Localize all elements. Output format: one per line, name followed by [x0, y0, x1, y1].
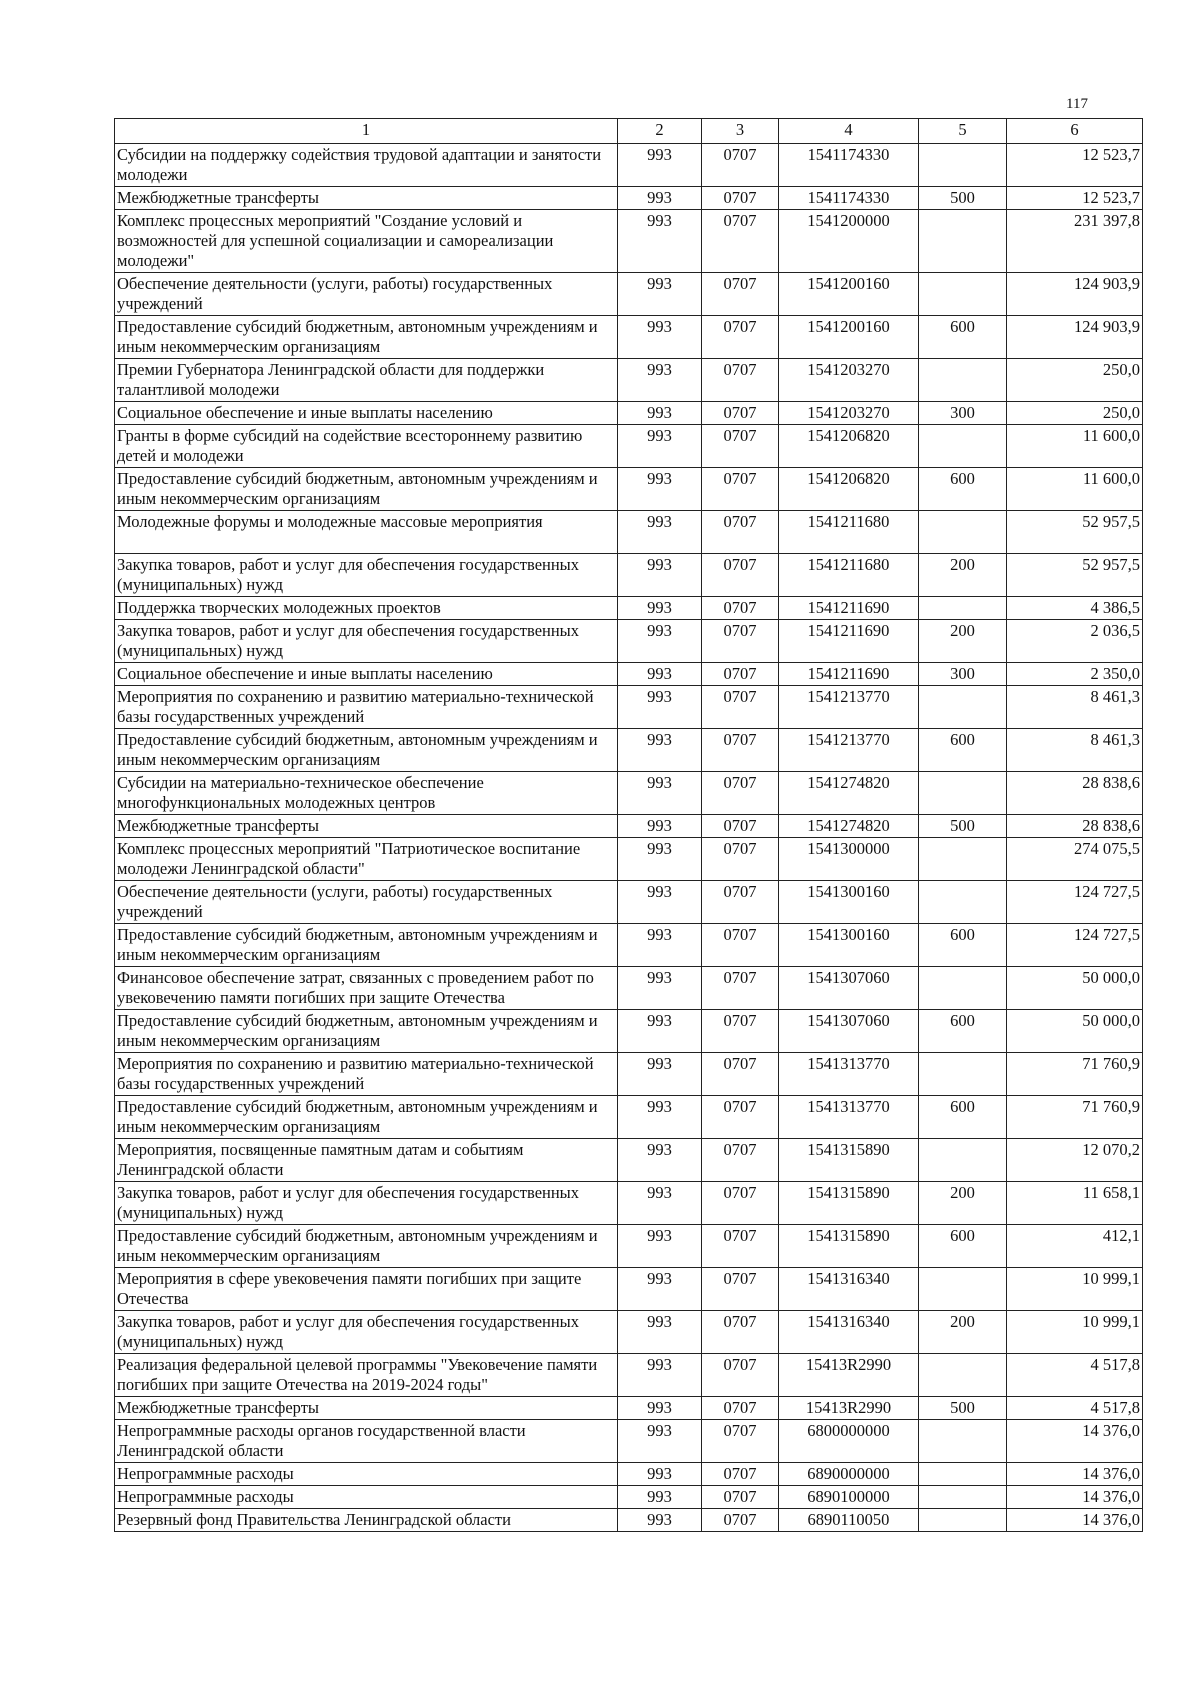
cell-expense-type: 600	[919, 316, 1007, 359]
cell-ved: 993	[618, 620, 702, 663]
cell-section: 0707	[702, 1311, 779, 1354]
cell-amount: 14 376,0	[1007, 1486, 1143, 1509]
header-col-2: 2	[618, 119, 702, 144]
cell-name: Непрограммные расходы	[115, 1486, 618, 1509]
cell-ved: 993	[618, 316, 702, 359]
cell-target-article: 1541307060	[779, 1010, 919, 1053]
table-row	[115, 402, 1143, 425]
cell-expense-type: 600	[919, 1225, 1007, 1268]
cell-section: 0707	[702, 1420, 779, 1463]
cell-name: Мероприятия в сфере увековечения памяти погибших при защите Отечества	[115, 1268, 618, 1311]
cell-expense-type	[919, 511, 1007, 554]
cell-target-article: 1541315890	[779, 1139, 919, 1182]
cell-expense-type: 200	[919, 1311, 1007, 1354]
cell-expense-type: 600	[919, 1096, 1007, 1139]
cell-amount: 250,0	[1007, 359, 1143, 402]
cell-expense-type	[919, 1509, 1007, 1532]
cell-expense-type: 600	[919, 468, 1007, 511]
cell-target-article: 1541211690	[779, 620, 919, 663]
cell-expense-type	[919, 838, 1007, 881]
cell-ved: 993	[618, 686, 702, 729]
cell-amount: 10 999,1	[1007, 1311, 1143, 1354]
cell-section: 0707	[702, 1096, 779, 1139]
cell-expense-type: 300	[919, 663, 1007, 686]
cell-ved: 993	[618, 1268, 702, 1311]
cell-name: Межбюджетные трансферты	[115, 187, 618, 210]
cell-name: Социальное обеспечение и иные выплаты населению	[115, 663, 618, 686]
cell-expense-type	[919, 1486, 1007, 1509]
cell-section: 0707	[702, 1010, 779, 1053]
cell-section: 0707	[702, 729, 779, 772]
table-row	[115, 273, 1143, 316]
cell-section: 0707	[702, 772, 779, 815]
cell-amount: 231 397,8	[1007, 210, 1143, 273]
cell-target-article: 1541174330	[779, 187, 919, 210]
budget-table	[114, 118, 1143, 1532]
cell-name: Мероприятия по сохранению и развитию материально-технической базы государственных учреждений	[115, 1053, 618, 1096]
cell-section: 0707	[702, 1509, 779, 1532]
cell-ved: 993	[618, 1311, 702, 1354]
table-row	[115, 1010, 1143, 1053]
cell-section: 0707	[702, 144, 779, 187]
cell-amount: 52 957,5	[1007, 554, 1143, 597]
cell-amount: 2 036,5	[1007, 620, 1143, 663]
table-row	[115, 1354, 1143, 1397]
cell-section: 0707	[702, 815, 779, 838]
cell-section: 0707	[702, 1463, 779, 1486]
cell-name: Непрограммные расходы органов государственной власти Ленинградской области	[115, 1420, 618, 1463]
cell-ved: 993	[618, 1486, 702, 1509]
cell-target-article: 1541174330	[779, 144, 919, 187]
table-row	[115, 597, 1143, 620]
cell-target-article: 1541307060	[779, 967, 919, 1010]
cell-section: 0707	[702, 967, 779, 1010]
cell-amount: 4 517,8	[1007, 1397, 1143, 1420]
table-row	[115, 1397, 1143, 1420]
table-row	[115, 511, 1143, 554]
cell-amount: 11 658,1	[1007, 1182, 1143, 1225]
cell-section: 0707	[702, 1354, 779, 1397]
cell-section: 0707	[702, 273, 779, 316]
cell-amount: 11 600,0	[1007, 425, 1143, 468]
cell-ved: 993	[618, 772, 702, 815]
cell-name: Обеспечение деятельности (услуги, работы) государственных учреждений	[115, 881, 618, 924]
cell-section: 0707	[702, 402, 779, 425]
cell-target-article: 1541213770	[779, 729, 919, 772]
cell-expense-type	[919, 686, 1007, 729]
cell-ved: 993	[618, 511, 702, 554]
cell-amount: 12 523,7	[1007, 187, 1143, 210]
cell-section: 0707	[702, 468, 779, 511]
cell-section: 0707	[702, 663, 779, 686]
cell-name: Межбюджетные трансферты	[115, 815, 618, 838]
cell-ved: 993	[618, 881, 702, 924]
cell-name: Субсидии на материально-техническое обеспечение многофункциональных молодежных центров	[115, 772, 618, 815]
cell-section: 0707	[702, 316, 779, 359]
cell-ved: 993	[618, 1509, 702, 1532]
cell-ved: 993	[618, 359, 702, 402]
cell-section: 0707	[702, 881, 779, 924]
cell-section: 0707	[702, 1182, 779, 1225]
table-row	[115, 210, 1143, 273]
cell-amount: 124 903,9	[1007, 273, 1143, 316]
cell-section: 0707	[702, 1268, 779, 1311]
cell-amount: 4 386,5	[1007, 597, 1143, 620]
cell-target-article: 1541313770	[779, 1053, 919, 1096]
cell-name: Межбюджетные трансферты	[115, 1397, 618, 1420]
cell-name: Субсидии на поддержку содействия трудовой адаптации и занятости молодежи	[115, 144, 618, 187]
cell-amount: 14 376,0	[1007, 1463, 1143, 1486]
table-row	[115, 1463, 1143, 1486]
header-col-1: 1	[115, 119, 618, 144]
cell-expense-type	[919, 1139, 1007, 1182]
cell-target-article: 1541316340	[779, 1268, 919, 1311]
cell-target-article: 6800000000	[779, 1420, 919, 1463]
cell-target-article: 1541206820	[779, 468, 919, 511]
cell-name: Гранты в форме субсидий на содействие всестороннему развитию детей и молодежи	[115, 425, 618, 468]
cell-amount: 71 760,9	[1007, 1053, 1143, 1096]
cell-target-article: 1541274820	[779, 772, 919, 815]
cell-target-article: 1541200160	[779, 273, 919, 316]
cell-section: 0707	[702, 1225, 779, 1268]
cell-name: Непрограммные расходы	[115, 1463, 618, 1486]
cell-target-article: 1541313770	[779, 1096, 919, 1139]
cell-name: Премии Губернатора Ленинградской области для поддержки талантливой молодежи	[115, 359, 618, 402]
cell-amount: 71 760,9	[1007, 1096, 1143, 1139]
cell-amount: 10 999,1	[1007, 1268, 1143, 1311]
cell-amount: 124 727,5	[1007, 881, 1143, 924]
table-row	[115, 554, 1143, 597]
cell-target-article: 1541300000	[779, 838, 919, 881]
cell-ved: 993	[618, 554, 702, 597]
table-row	[115, 663, 1143, 686]
cell-ved: 993	[618, 967, 702, 1010]
cell-target-article: 1541211690	[779, 663, 919, 686]
table-row	[115, 144, 1143, 187]
cell-target-article: 1541300160	[779, 924, 919, 967]
cell-amount: 124 727,5	[1007, 924, 1143, 967]
cell-amount: 274 075,5	[1007, 838, 1143, 881]
cell-expense-type	[919, 1268, 1007, 1311]
cell-target-article: 1541213770	[779, 686, 919, 729]
cell-ved: 993	[618, 1225, 702, 1268]
cell-target-article: 1541316340	[779, 1311, 919, 1354]
cell-name: Молодежные форумы и молодежные массовые мероприятия	[115, 511, 618, 554]
cell-name: Предоставление субсидий бюджетным, автономным учреждениям и иным некоммерческим организациям	[115, 1010, 618, 1053]
cell-amount: 4 517,8	[1007, 1354, 1143, 1397]
cell-target-article: 6890110050	[779, 1509, 919, 1532]
cell-section: 0707	[702, 511, 779, 554]
cell-target-article: 1541203270	[779, 359, 919, 402]
cell-target-article: 1541315890	[779, 1225, 919, 1268]
cell-expense-type	[919, 1420, 1007, 1463]
cell-amount: 2 350,0	[1007, 663, 1143, 686]
table-row	[115, 468, 1143, 511]
cell-expense-type: 500	[919, 1397, 1007, 1420]
cell-ved: 993	[618, 1096, 702, 1139]
cell-ved: 993	[618, 402, 702, 425]
cell-target-article: 1541200000	[779, 210, 919, 273]
cell-target-article: 1541211680	[779, 554, 919, 597]
cell-target-article: 1541200160	[779, 316, 919, 359]
cell-amount: 11 600,0	[1007, 468, 1143, 511]
page-number: 117	[1066, 96, 1088, 112]
cell-amount: 14 376,0	[1007, 1509, 1143, 1532]
table-row	[115, 316, 1143, 359]
header-col-3: 3	[702, 119, 779, 144]
cell-ved: 993	[618, 1139, 702, 1182]
cell-ved: 993	[618, 1354, 702, 1397]
cell-target-article: 1541274820	[779, 815, 919, 838]
cell-expense-type: 200	[919, 1182, 1007, 1225]
cell-expense-type	[919, 425, 1007, 468]
table-row	[115, 881, 1143, 924]
cell-ved: 993	[618, 1053, 702, 1096]
cell-name: Поддержка творческих молодежных проектов	[115, 597, 618, 620]
cell-expense-type	[919, 1354, 1007, 1397]
cell-name: Предоставление субсидий бюджетным, автономным учреждениям и иным некоммерческим организациям	[115, 729, 618, 772]
cell-amount: 12 070,2	[1007, 1139, 1143, 1182]
cell-name: Социальное обеспечение и иные выплаты населению	[115, 402, 618, 425]
cell-name: Закупка товаров, работ и услуг для обеспечения государственных (муниципальных) нужд	[115, 554, 618, 597]
cell-ved: 993	[618, 729, 702, 772]
cell-name: Финансовое обеспечение затрат, связанных с проведением работ по увековечению памяти погибших при защите Отечества	[115, 967, 618, 1010]
cell-expense-type: 200	[919, 554, 1007, 597]
cell-name: Предоставление субсидий бюджетным, автономным учреждениям и иным некоммерческим организациям	[115, 924, 618, 967]
cell-target-article: 15413R2990	[779, 1354, 919, 1397]
table-row	[115, 1053, 1143, 1096]
table-row	[115, 1311, 1143, 1354]
table-row	[115, 815, 1143, 838]
cell-section: 0707	[702, 1053, 779, 1096]
cell-section: 0707	[702, 924, 779, 967]
cell-expense-type: 300	[919, 402, 1007, 425]
table-row	[115, 187, 1143, 210]
table-row	[115, 1486, 1143, 1509]
cell-ved: 993	[618, 273, 702, 316]
cell-section: 0707	[702, 187, 779, 210]
cell-target-article: 1541211690	[779, 597, 919, 620]
cell-section: 0707	[702, 686, 779, 729]
cell-ved: 993	[618, 187, 702, 210]
cell-section: 0707	[702, 425, 779, 468]
cell-expense-type: 600	[919, 729, 1007, 772]
cell-name: Реализация федеральной целевой программы "Увековечение памяти погибших при защите Отечества на 2019-2024 годы"	[115, 1354, 618, 1397]
table-row	[115, 838, 1143, 881]
cell-amount: 50 000,0	[1007, 1010, 1143, 1053]
cell-expense-type: 600	[919, 924, 1007, 967]
cell-section: 0707	[702, 554, 779, 597]
table-row	[115, 1096, 1143, 1139]
cell-ved: 993	[618, 1397, 702, 1420]
cell-expense-type	[919, 1053, 1007, 1096]
cell-ved: 993	[618, 210, 702, 273]
table-row	[115, 1509, 1143, 1532]
cell-target-article: 6890100000	[779, 1486, 919, 1509]
cell-amount: 52 957,5	[1007, 511, 1143, 554]
cell-section: 0707	[702, 838, 779, 881]
cell-expense-type	[919, 597, 1007, 620]
cell-ved: 993	[618, 1420, 702, 1463]
cell-ved: 993	[618, 815, 702, 838]
table-row	[115, 729, 1143, 772]
cell-amount: 250,0	[1007, 402, 1143, 425]
cell-amount: 412,1	[1007, 1225, 1143, 1268]
cell-name: Закупка товаров, работ и услуг для обеспечения государственных (муниципальных) нужд	[115, 1311, 618, 1354]
table-row	[115, 359, 1143, 402]
cell-name: Предоставление субсидий бюджетным, автономным учреждениям и иным некоммерческим организациям	[115, 1096, 618, 1139]
cell-name: Закупка товаров, работ и услуг для обеспечения государственных (муниципальных) нужд	[115, 1182, 618, 1225]
cell-ved: 993	[618, 1182, 702, 1225]
cell-name: Мероприятия по сохранению и развитию материально-технической базы государственных учреждений	[115, 686, 618, 729]
cell-amount: 124 903,9	[1007, 316, 1143, 359]
table-row	[115, 425, 1143, 468]
table-row	[115, 772, 1143, 815]
header-col-5: 5	[919, 119, 1007, 144]
cell-section: 0707	[702, 1486, 779, 1509]
header-col-6: 6	[1007, 119, 1143, 144]
cell-target-article: 1541211680	[779, 511, 919, 554]
table-row	[115, 1420, 1143, 1463]
cell-amount: 28 838,6	[1007, 772, 1143, 815]
cell-expense-type: 500	[919, 187, 1007, 210]
cell-target-article: 6890000000	[779, 1463, 919, 1486]
table-row	[115, 1139, 1143, 1182]
cell-name: Предоставление субсидий бюджетным, автономным учреждениям и иным некоммерческим организациям	[115, 1225, 618, 1268]
table-row	[115, 686, 1143, 729]
cell-section: 0707	[702, 1139, 779, 1182]
cell-ved: 993	[618, 924, 702, 967]
cell-section: 0707	[702, 1397, 779, 1420]
cell-target-article: 1541203270	[779, 402, 919, 425]
cell-target-article: 1541300160	[779, 881, 919, 924]
table-row	[115, 1182, 1143, 1225]
cell-name: Предоставление субсидий бюджетным, автономным учреждениям и иным некоммерческим организациям	[115, 316, 618, 359]
cell-ved: 993	[618, 425, 702, 468]
cell-name: Закупка товаров, работ и услуг для обеспечения государственных (муниципальных) нужд	[115, 620, 618, 663]
cell-section: 0707	[702, 597, 779, 620]
cell-ved: 993	[618, 1010, 702, 1053]
cell-amount: 50 000,0	[1007, 967, 1143, 1010]
cell-target-article: 1541315890	[779, 1182, 919, 1225]
cell-expense-type	[919, 967, 1007, 1010]
cell-expense-type	[919, 273, 1007, 316]
cell-amount: 14 376,0	[1007, 1420, 1143, 1463]
cell-amount: 12 523,7	[1007, 144, 1143, 187]
cell-expense-type	[919, 144, 1007, 187]
cell-expense-type: 500	[919, 815, 1007, 838]
cell-ved: 993	[618, 1463, 702, 1486]
cell-ved: 993	[618, 838, 702, 881]
cell-expense-type	[919, 772, 1007, 815]
cell-expense-type: 600	[919, 1010, 1007, 1053]
header-row	[115, 119, 1143, 144]
table-row	[115, 620, 1143, 663]
cell-name: Резервный фонд Правительства Ленинградской области	[115, 1509, 618, 1532]
cell-section: 0707	[702, 620, 779, 663]
cell-ved: 993	[618, 597, 702, 620]
cell-amount: 28 838,6	[1007, 815, 1143, 838]
cell-ved: 993	[618, 468, 702, 511]
cell-name: Мероприятия, посвященные памятным датам и событиям Ленинградской области	[115, 1139, 618, 1182]
cell-target-article: 1541206820	[779, 425, 919, 468]
cell-expense-type: 200	[919, 620, 1007, 663]
cell-ved: 993	[618, 663, 702, 686]
cell-expense-type	[919, 210, 1007, 273]
table-row	[115, 967, 1143, 1010]
cell-amount: 8 461,3	[1007, 729, 1143, 772]
cell-section: 0707	[702, 210, 779, 273]
cell-target-article: 15413R2990	[779, 1397, 919, 1420]
cell-section: 0707	[702, 359, 779, 402]
table-row	[115, 1268, 1143, 1311]
header-col-4: 4	[779, 119, 919, 144]
cell-ved: 993	[618, 144, 702, 187]
cell-expense-type	[919, 359, 1007, 402]
cell-name: Предоставление субсидий бюджетным, автономным учреждениям и иным некоммерческим организациям	[115, 468, 618, 511]
table-row	[115, 1225, 1143, 1268]
cell-name: Комплекс процессных мероприятий "Создание условий и возможностей для успешной социализации и самореализации молодежи"	[115, 210, 618, 273]
cell-expense-type	[919, 1463, 1007, 1486]
table-row	[115, 924, 1143, 967]
cell-name: Обеспечение деятельности (услуги, работы) государственных учреждений	[115, 273, 618, 316]
cell-name: Комплекс процессных мероприятий "Патриотическое воспитание молодежи Ленинградской области"	[115, 838, 618, 881]
cell-amount: 8 461,3	[1007, 686, 1143, 729]
cell-expense-type	[919, 881, 1007, 924]
